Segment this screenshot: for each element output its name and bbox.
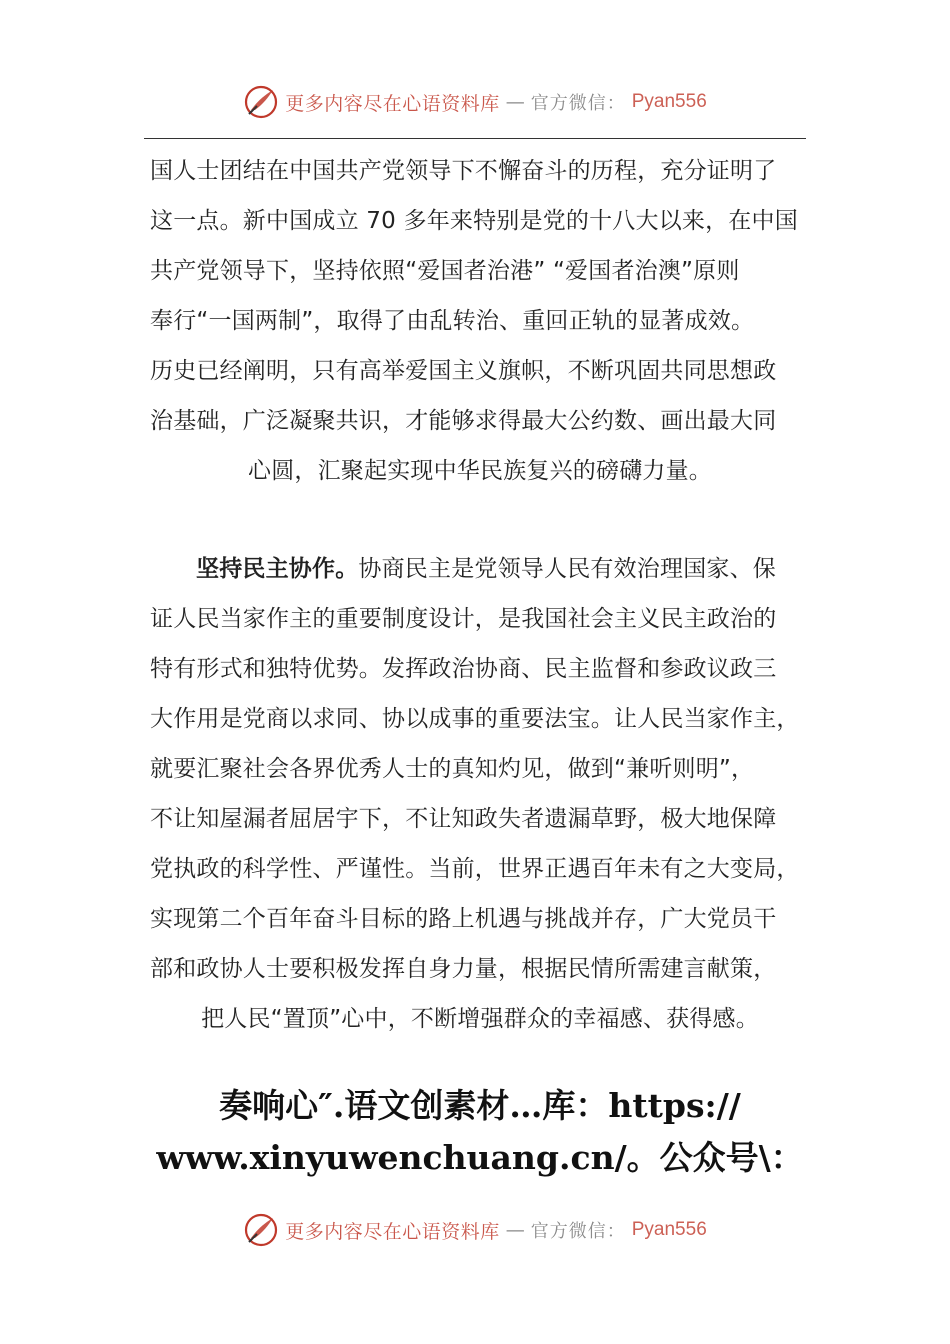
text-line: 这一点。新中国成立 70 多年来特别是党的十八大以来，在中国 xyxy=(150,208,798,234)
text-line: 把人民“置顶”心中，不断增强群众的幸福感、获得感。 xyxy=(201,1006,759,1032)
paragraph-patriotism xyxy=(150,146,810,496)
text-line: 大作用是党商以求同、协以成事的重要法宝。让人民当家作主， xyxy=(150,706,800,732)
promo-link-block xyxy=(150,1080,810,1184)
text-line: 国人士团结在中国共产党领导下不懈奋斗的历程，充分证明了 xyxy=(150,158,777,184)
quill-logo-icon xyxy=(243,1212,279,1248)
text-line: 党执政的科学性、严谨性。当前，世界正遇百年未有之大变局， xyxy=(150,856,800,882)
watermark-wechat-id: Pyan556 xyxy=(631,1219,707,1240)
header-divider xyxy=(144,138,806,139)
watermark-wechat-label: 官方微信： xyxy=(530,1221,626,1242)
text-line: 历史已经阐明，只有高举爱国主义旗帜，不断巩固共同思想政 xyxy=(150,358,777,384)
text-line: 特有形式和独特优势。发挥政治协商、民主监督和参政议政三 xyxy=(150,656,777,682)
promo-line: www.xinyuwenchuang.cn/。公众号\： xyxy=(156,1138,804,1177)
promo-line: 奏响心″.语文创素材…库：https:// xyxy=(219,1086,741,1125)
paragraph-heading: 坚持民主协作。 xyxy=(196,556,359,582)
text-line xyxy=(150,544,810,594)
watermark-wechat-label: 官方微信： xyxy=(530,93,626,114)
text-line: 不让知屋漏者屈居宇下，不让知政失者遗漏草野，极大地保障 xyxy=(150,806,777,832)
watermark-text: 更多内容尽在心语资料库 xyxy=(285,1220,500,1243)
paragraph-democratic-cooperation xyxy=(150,544,810,1044)
text-line: 实现第二个百年奋斗目标的路上机遇与挑战并存，广大党员干 xyxy=(150,906,777,932)
header-watermark xyxy=(0,80,950,124)
text-line: 治基础，广泛凝聚共识，才能够求得最大公约数、画出最大同 xyxy=(150,408,777,434)
watermark-text: 更多内容尽在心语资料库 xyxy=(285,92,500,115)
watermark-wechat-id: Pyan556 xyxy=(631,91,707,112)
text-span: 协商民主是党领导人民有效治理国家、保 xyxy=(358,556,777,582)
text-line: 就要汇聚社会各界优秀人士的真知灼见，做到“兼听则明”， xyxy=(150,756,755,782)
watermark-dash: — xyxy=(505,91,525,113)
watermark-dash: — xyxy=(505,1219,525,1241)
text-line: 奉行“一国两制”，取得了由乱转治、重回正轨的显著成效。 xyxy=(150,308,755,334)
quill-logo-icon xyxy=(243,84,279,120)
text-line: 部和政协人士要积极发挥自身力量，根据民情所需建言献策， xyxy=(150,956,777,982)
text-line: 共产党领导下，坚持依照“爱国者治港” “爱国者治澳”原则 xyxy=(150,258,740,284)
text-line: 证人民当家作主的重要制度设计，是我国社会主义民主政治的 xyxy=(150,606,777,632)
text-line: 心圆，汇聚起实现中华民族复兴的磅礴力量。 xyxy=(248,458,712,484)
footer-watermark xyxy=(0,1208,950,1252)
